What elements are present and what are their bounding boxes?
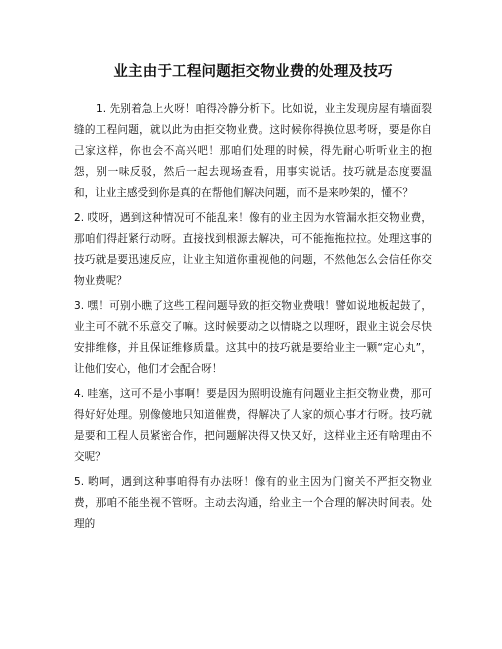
document-title: 业主由于工程问题拒交物业费的处理及技巧 [113, 64, 393, 80]
paragraph-2: 2. 哎呀，遇到这种情况可不能乱来！像有的业主因为水管漏水拒交物业费，那咱们得赶紧行动呀。直接找到根源去解决，可不能拖拖拉拉。处理这事的技巧就是要迅速反应，让业主知道你重视他的问题，不然他怎么会信任你交物业费呢？ [74, 212, 432, 287]
paragraph-1: 1. 先别着急上火呀！咱得冷静分析下。比如说，业主发现房屋有墙面裂缝的工程问题，就以此为由拒交物业费。这时候你得换位思考呀，要是你自己家这样，你也会不高兴吧！那咱们处理的时候，得先耐心听听业主的抱怨，别一味反驳，然后一起去现场查看，用事实说话。技巧就是态度要温和，让业主感受到你是真的在帮他们解决问题，而不是来吵架的，懂不？ [74, 103, 432, 199]
paragraph-3: 3. 嘿！可别小瞧了这些工程问题导致的拒交物业费哦！譬如说地板起鼓了，业主可不就不乐意交了嘛。这时候要动之以情晓之以理呀，跟业主说会尽快安排维修，并且保证维修质量。这其中的技巧就是要给业主一颗“定心丸”，让他们安心，他们才会配合呀！ [74, 300, 432, 375]
paragraph-4: 4. 哇塞，这可不是小事啊！要是因为照明设施有问题业主拒交物业费，那可得好好处理。别像傻地只知道催费，得解决了人家的烦心事才行呀。技巧就是要和工程人员紧密合作，把问题解决得又快又好，这样业主还有啥理由不交呢？ [74, 388, 432, 463]
paragraph-5: 5. 哟呵，遇到这种事咱得有办法呀！像有的业主因为门窗关不严拒交物业费，那咱不能坐视不管呀。主动去沟通，给业主一个合理的解决时间表。处理的 [74, 476, 432, 530]
